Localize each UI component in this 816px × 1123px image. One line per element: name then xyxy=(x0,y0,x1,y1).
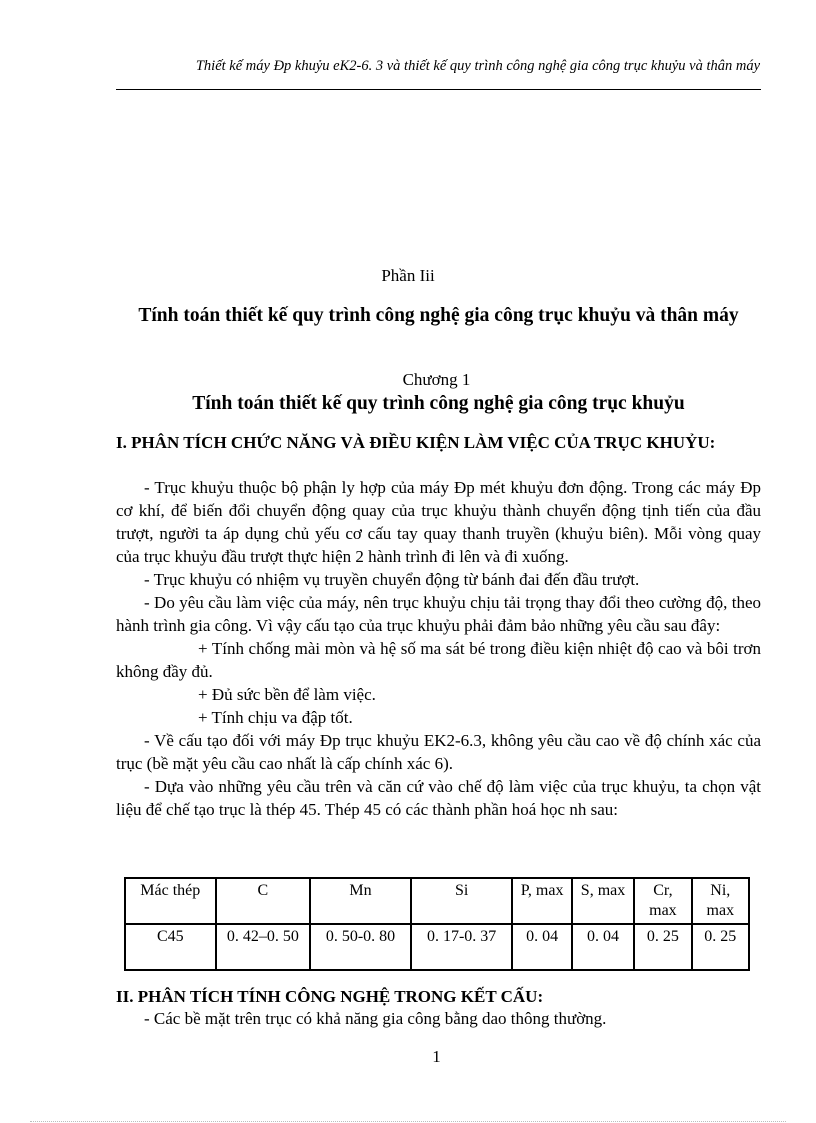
bullet-paragraph: + Tính chịu va đập tốt. xyxy=(198,708,353,727)
table-header-cell: Si xyxy=(411,878,513,924)
header-rule xyxy=(116,89,761,90)
paragraph: - Do yêu cầu làm việc của máy, nên trục khuỷu chịu tải trọng thay đổi theo cường độ, theo hành trình gia công. Vì vậy cấu tạo của trục khuỷu phải đảm bảo những yêu cầu sau đây: xyxy=(116,593,761,635)
table-cell: 0. 50-0. 80 xyxy=(310,924,411,970)
table-header-cell: Mn xyxy=(310,878,411,924)
table-header-cell: S, max xyxy=(572,878,634,924)
table-header-cell: Cr, max xyxy=(634,878,691,924)
table-cell: C45 xyxy=(125,924,216,970)
paragraph: - Dựa vào những yêu cầu trên và căn cứ vào chế độ làm việc của trục khuỷu, ta chọn vật liệu để chế tạo trục là thép 45. Thép 45 có các thành phần hoá học nh sau: xyxy=(116,777,761,819)
table-header-cell: Ni, max xyxy=(692,878,749,924)
table-header-cell: Mác thép xyxy=(125,878,216,924)
bullet-paragraph: + Tính chống mài mòn và hệ số ma sát bé trong điều kiện nhiệt độ cao và bôi trơn không đầy đủ. xyxy=(116,639,761,681)
part-title: Tính toán thiết kế quy trình công nghệ gia công trục khuỷu và thân máy xyxy=(138,305,739,326)
table-cell: 0. 25 xyxy=(634,924,691,970)
section-1-body xyxy=(116,476,761,821)
table-header-cell: P, max xyxy=(512,878,571,924)
table-header-cell: C xyxy=(216,878,311,924)
table-cell: 0. 42–0. 50 xyxy=(216,924,311,970)
running-header: Thiết kế máy Đp khuỷu eK2-6. 3 và thiết kế quy trình công nghệ gia công trục khuỷu và thân máy xyxy=(195,58,760,74)
chapter-label: Chương 1 xyxy=(402,370,471,389)
paragraph: - Trục khuỷu có nhiệm vụ truyền chuyển động từ bánh đai đến đầu trượt. xyxy=(144,570,640,589)
table-cell: 0. 04 xyxy=(512,924,571,970)
section-2-body xyxy=(116,1007,761,1030)
bullet-paragraph: + Đủ sức bền để làm việc. xyxy=(198,685,376,704)
table-cell: 0. 04 xyxy=(572,924,634,970)
table-row xyxy=(125,924,749,970)
table-header-row xyxy=(125,878,749,924)
table-cell: 0. 25 xyxy=(692,924,749,970)
footer-rule xyxy=(30,1121,786,1122)
table-cell: 0. 17-0. 37 xyxy=(411,924,513,970)
section-heading-1: I. PHÂN TÍCH CHỨC NĂNG VÀ ĐIỀU KIỆN LÀM VIỆC CỦA TRỤC KHUỶU: xyxy=(116,433,716,452)
page-number: 1 xyxy=(432,1047,441,1066)
paragraph: - Các bề mặt trên trục có khả năng gia công bằng dao thông thường. xyxy=(144,1009,607,1028)
section-heading-2: II. PHÂN TÍCH TÍNH CÔNG NGHỆ TRONG KẾT CẤU: xyxy=(116,987,544,1006)
paragraph: - Về cấu tạo đối với máy Đp trục khuỷu EK2-6.3, không yêu cầu cao về độ chính xác của trục (bề mặt yêu cầu cao nhất là cấp chính xác 6). xyxy=(116,731,761,773)
composition-table xyxy=(124,877,750,971)
chapter-title: Tính toán thiết kế quy trình công nghệ gia công trục khuỷu xyxy=(192,393,685,414)
paragraph: - Trục khuỷu thuộc bộ phận ly hợp của máy Đp mét khuỷu đơn động. Trong các máy Đp cơ khí, để biến đổi chuyển động quay của trục khuỷu thành chuyển động tịnh tiến của đầu trượt, người ta áp dụng chủ yếu cơ cấu tay quay thanh truyền (khuỷu biên). Mỗi vòng quay của trục khuỷu đầu trượt thực hiện 2 hành trình đi lên và đi xuống. xyxy=(116,478,761,566)
part-label: Phần Iii xyxy=(381,266,435,285)
